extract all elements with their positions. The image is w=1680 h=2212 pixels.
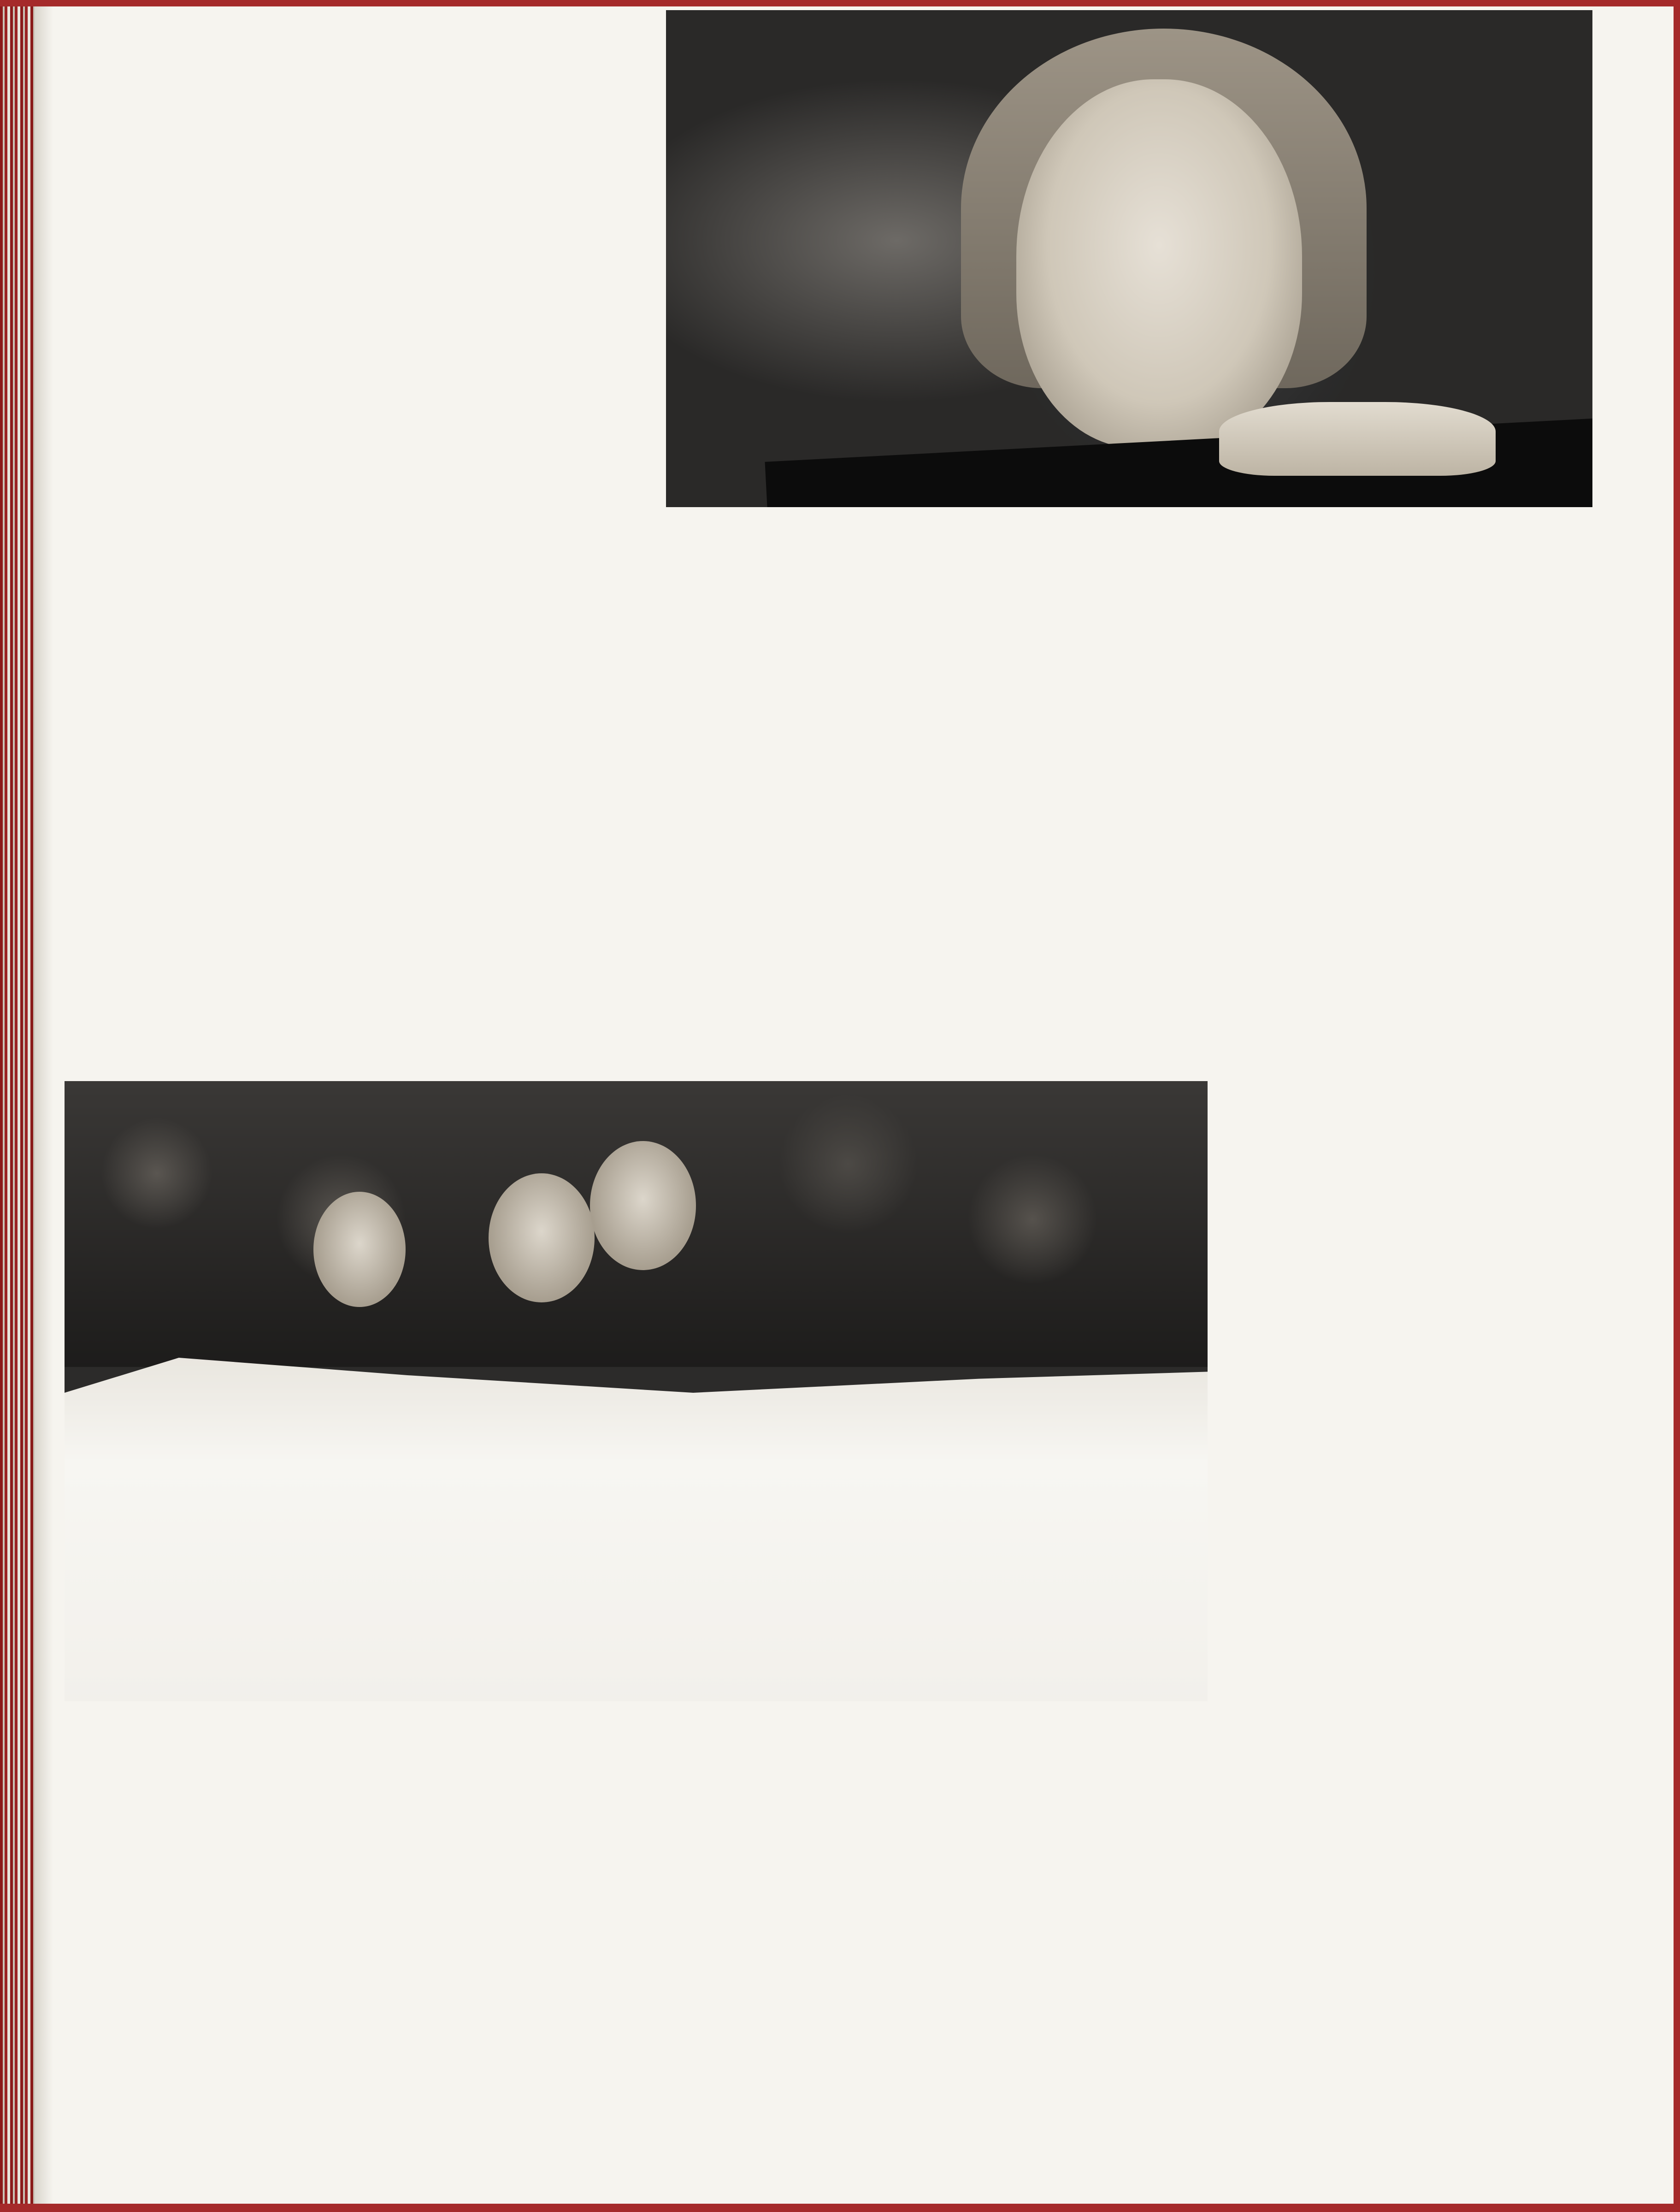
crowd-banner-photo xyxy=(65,1081,1208,1701)
paper-banner xyxy=(65,1358,1208,1701)
student-closeup-photo xyxy=(666,10,1592,507)
book-binding xyxy=(0,0,53,2212)
page-edge-right xyxy=(1674,0,1680,2212)
student-face-3 xyxy=(590,1141,696,1270)
photo-face xyxy=(1016,79,1302,448)
student-face-2 xyxy=(489,1173,595,1302)
student-face-1 xyxy=(313,1192,406,1307)
page-edge-top xyxy=(0,0,1680,6)
photo-hands xyxy=(1219,402,1496,476)
page-edge-bottom xyxy=(0,2204,1680,2212)
